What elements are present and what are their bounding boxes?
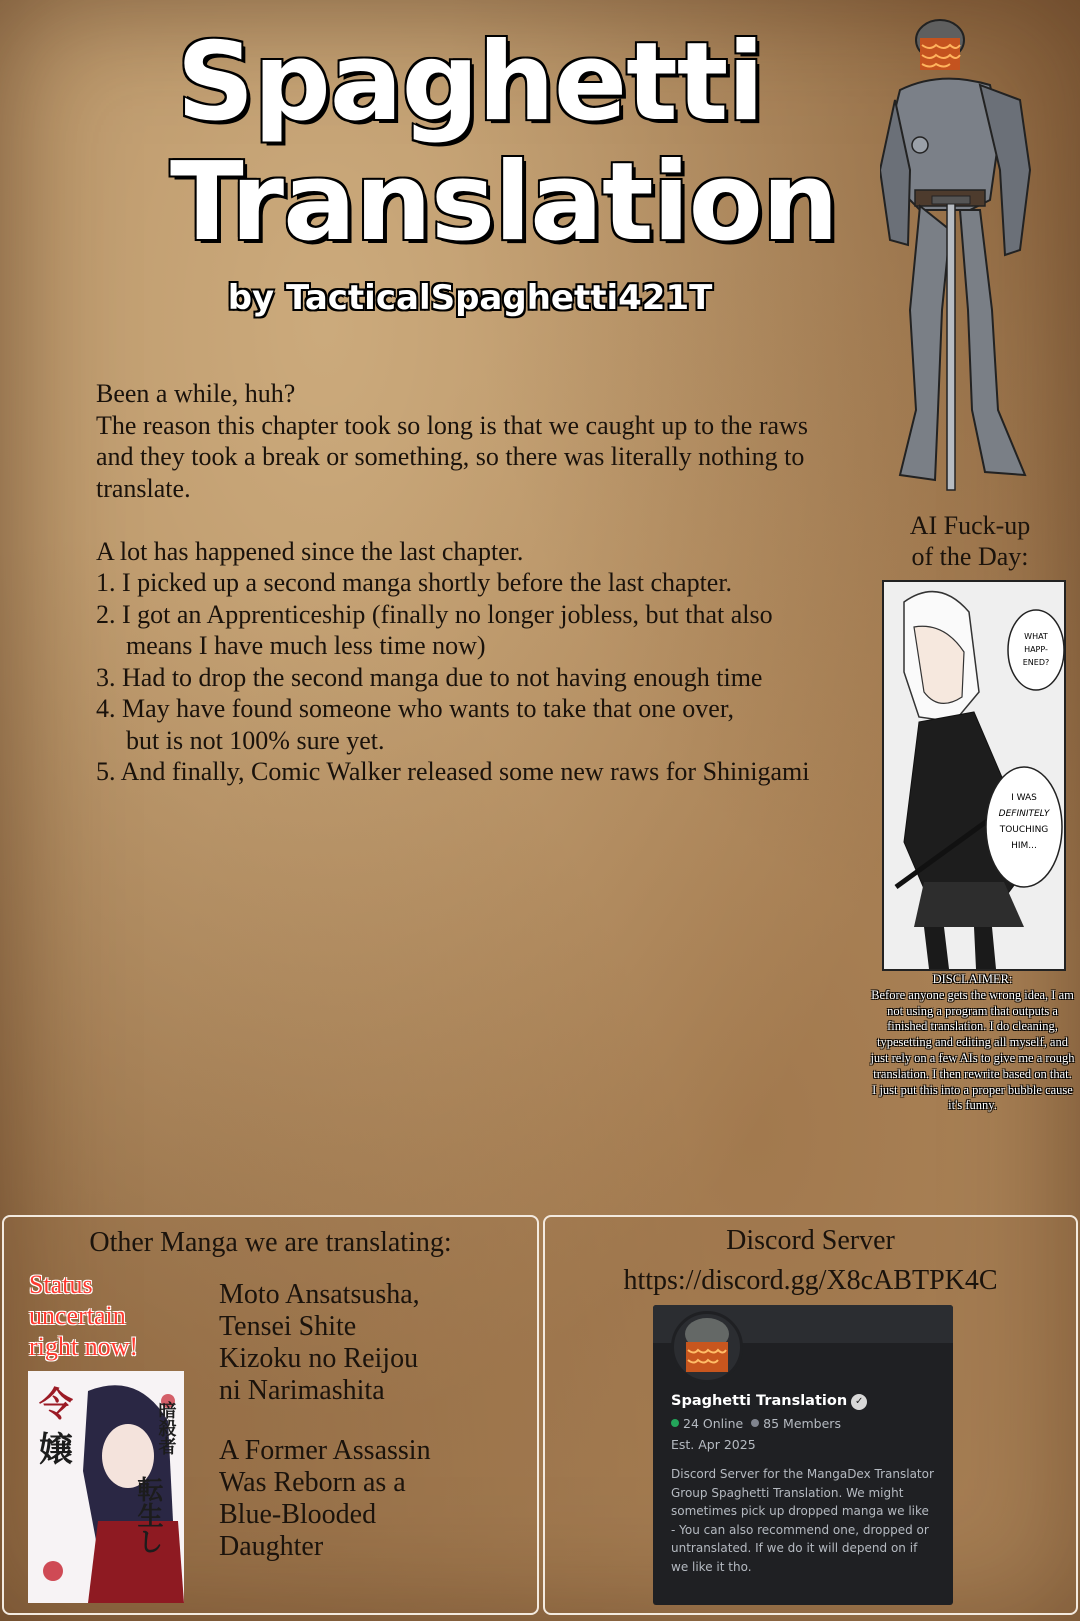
speech-bubble-2-line3: TOUCHING	[999, 825, 1049, 835]
list-item: 1. I picked up a second manga shortly before the last chapter.	[96, 568, 733, 597]
reason-paragraph: The reason this chapter took so long is that we caught up to the raws and they took a break or something, so there was literally nothing to translate.	[96, 410, 808, 503]
speech-bubble-1-line3: ENED?	[1022, 658, 1050, 667]
page-title-line2: Translation	[170, 140, 838, 265]
discord-box	[543, 1215, 1078, 1615]
manga-cover-image[interactable]	[28, 1371, 184, 1603]
disclaimer-extra: I just put this into a proper bubble cause it's funny.	[872, 1082, 1073, 1113]
spaghetti-helmet-icon	[674, 1314, 740, 1380]
announcement-text	[96, 378, 816, 788]
server-established: Est. Apr 2025	[671, 1437, 756, 1452]
members-dot-icon	[751, 1419, 759, 1427]
speech-bubble-2-line2: DEFINITELY	[998, 809, 1050, 819]
speech-bubble-1-line1: WHAT	[1024, 632, 1048, 641]
intro-line: Been a while, huh?	[96, 379, 296, 408]
cover-title-char-1: 令	[39, 1385, 73, 1425]
other-manga-heading: Other Manga we are translating:	[89, 1227, 452, 1258]
server-name: Spaghetti Translation ✓	[671, 1393, 867, 1410]
server-avatar	[671, 1311, 743, 1383]
manga-title-english: A Former Assassin Was Reborn as a Blue-Blooded Daughter	[219, 1435, 431, 1562]
cover-title-vertical-1: 暗殺者	[155, 1401, 177, 1455]
discord-heading: Discord Server	[726, 1225, 895, 1256]
list-item: 4. May have found someone who wants to take that one over,	[96, 694, 734, 723]
speech-bubble-2-line1: I WAS	[1011, 793, 1037, 803]
page-title-line1: Spaghetti	[176, 20, 764, 145]
manga-panel-drawing	[884, 582, 1064, 969]
server-description: Discord Server for the MangaDex Translator Group Spaghetti Translation. We might sometimes pick up dropped manga we like - You can also recommend one, dropped or untranslated. If we do it will depend on if we like it tho.	[671, 1467, 934, 1574]
disclaimer	[870, 972, 1075, 1114]
ai-fuckup-heading: AI Fuck-up of the Day:	[909, 511, 1031, 571]
server-stats: 24 Online 85 Members	[671, 1416, 841, 1431]
discord-server-card[interactable]	[653, 1305, 953, 1605]
disclaimer-text: Before anyone gets the wrong idea, I am not using a program that outputs a finished translation. I do cleaning, typesetting and editing all myself, and just rely on a few AIs to give me a rough translation. I then rewrite based on that.	[870, 987, 1075, 1081]
cover-title-vertical-2: 転生し	[133, 1476, 163, 1554]
cover-title-char-2: 嬢	[39, 1430, 73, 1470]
status-warning: Status uncertain right now!	[29, 1270, 139, 1361]
other-manga-box	[2, 1215, 539, 1615]
armored-knight-illustration	[880, 10, 1060, 505]
speech-bubble-2-line4: HIM...	[1011, 841, 1037, 851]
list-intro: A lot has happened since the last chapter.	[96, 536, 524, 566]
byline: by TacticalSpaghetti421T	[227, 278, 713, 318]
list-item: 2. I got an Apprenticeship (finally no longer jobless, but that also means I have much less time now)	[96, 599, 773, 660]
list-item-continuation: but is not 100% sure yet.	[126, 725, 385, 755]
disclaimer-heading: DISCLAIMER:	[932, 972, 1013, 986]
online-dot-icon	[671, 1419, 679, 1427]
manga-panel-image	[882, 580, 1066, 971]
speech-bubble-1-line2: HAPP-	[1024, 645, 1048, 654]
news-list	[96, 567, 816, 788]
manga-cover-drawing	[28, 1371, 184, 1603]
partner-badge-icon: ✓	[851, 1394, 867, 1410]
list-item: 3. Had to drop the second manga due to not having enough time	[96, 662, 763, 692]
manga-title-romaji: Moto Ansatsusha, Tensei Shite Kizoku no Reijou ni Narimashita	[219, 1279, 420, 1406]
list-item: 5. And finally, Comic Walker released some new raws for Shinigami	[96, 757, 810, 786]
discord-invite-link[interactable]: https://discord.gg/X8cABTPK4C	[623, 1265, 998, 1296]
